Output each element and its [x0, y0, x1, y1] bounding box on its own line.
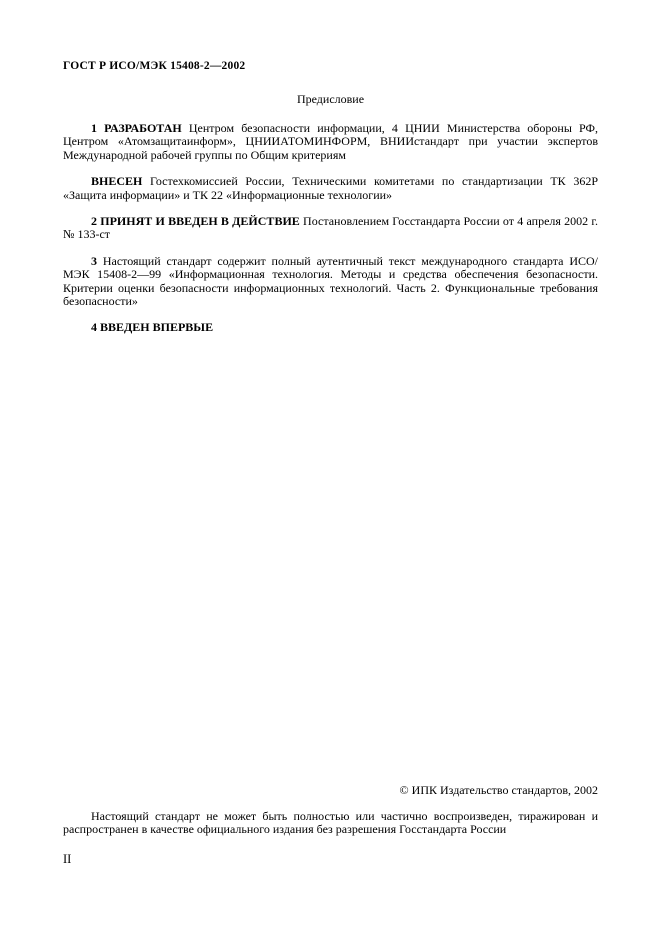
- paragraph-2-lead: ВНЕСЕН: [91, 174, 143, 189]
- preface-paragraph-4: [63, 255, 598, 309]
- section-title: Предисловие: [296, 92, 365, 106]
- preface-paragraph-1: [63, 122, 598, 162]
- preface-paragraph-2: [63, 175, 598, 202]
- paragraph-4-lead: 3: [91, 253, 97, 268]
- preface-paragraph-5: [63, 321, 598, 334]
- paragraph-5-lead: 4 ВВЕДЕН ВПЕРВЫЕ: [91, 320, 214, 335]
- paragraph-4-text: Настоящий стандарт содержит полный аутентичный текст международного стандарта ИСО/МЭК 15408-2—99 «Информационная технология. Методы и средства обеспечения безопасности. Критерии оценки безопасности информационных технологий. Часть 2. Функциональные требования безопасности»: [63, 253, 598, 309]
- paragraph-2-text: Гостехкомиссией России, Техническими комитетами по стандартизации ТК 362Р «Защита информации» и ТК 22 «Информационные технологии»: [63, 174, 598, 202]
- page-footer: [63, 784, 598, 866]
- page-number: II: [63, 851, 72, 866]
- paragraph-3-text: Постановлением Госстандарта России от 4 апреля 2002 г. № 133-ст: [63, 214, 598, 242]
- paragraph-1-text: Центром безопасности информации, 4 ЦНИИ Министерства обороны РФ, Центром «Атомзащитаинформ», ЦНИИАТОМИНФОРМ, ВНИИстандарт при участии экспертов Международной рабочей группы по Общим критериям: [63, 121, 598, 162]
- preface-body: [63, 122, 598, 348]
- document-designation: ГОСТ Р ИСО/МЭК 15408-2—2002: [63, 60, 246, 72]
- paragraph-3-lead: 2 ПРИНЯТ И ВВЕДЕН В ДЕЙСТВИЕ: [91, 214, 300, 229]
- reproduction-notice: Настоящий стандарт не может быть полностью или частично воспроизведен, тиражирован и распространен в качестве официального издания без разрешения Госстандарта России: [63, 808, 598, 837]
- copyright-line: © ИПК Издательство стандартов, 2002: [399, 783, 598, 798]
- paragraph-1-lead: 1 РАЗРАБОТАН: [91, 121, 182, 135]
- preface-paragraph-3: [63, 215, 598, 242]
